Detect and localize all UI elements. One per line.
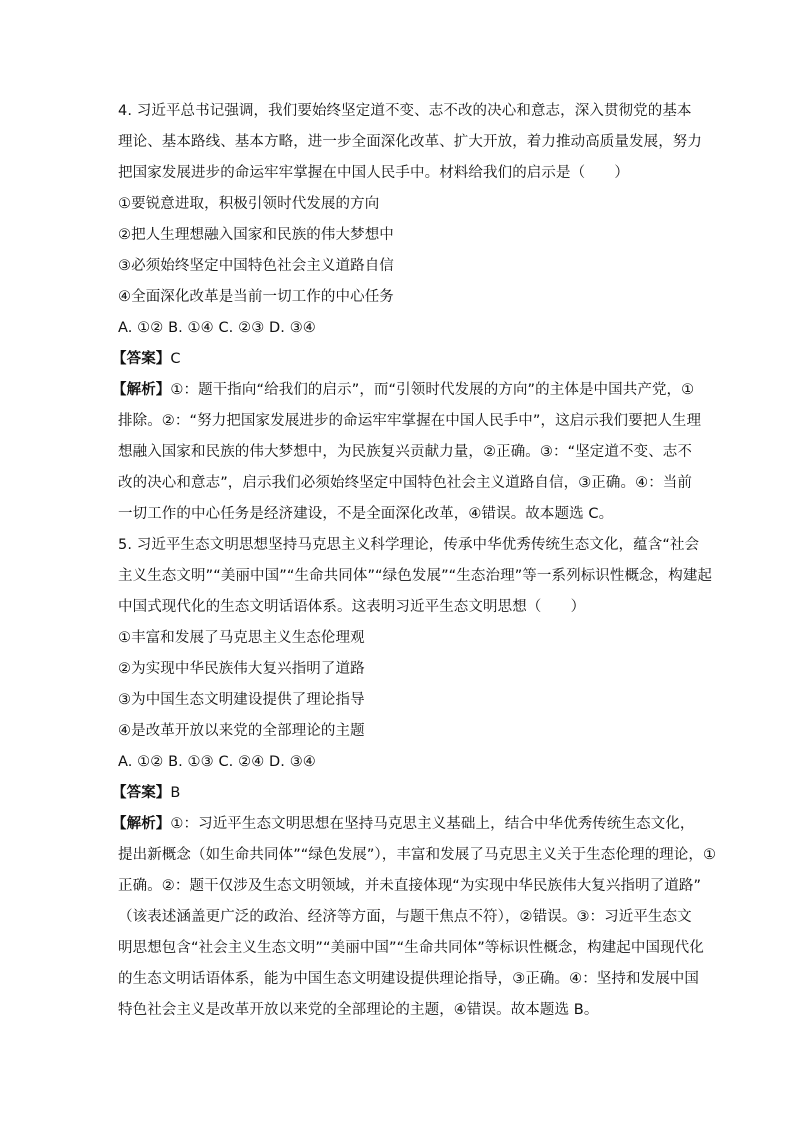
answer-value: B bbox=[170, 785, 181, 801]
question-stem-line: 4. 习近平总书记强调，我们要始终坚定道不变、志不改的决心和意志，深入贯彻党的基本 bbox=[118, 103, 692, 119]
analysis-line: 一切工作的中心任务是经济建设，不是全面深化改革，④错误。故本题选 C。 bbox=[118, 506, 614, 522]
option-line: ③必须始终坚定中国特色社会主义道路自信 bbox=[118, 258, 394, 274]
analysis-line: 正确。②：题干仅涉及生态文明领域，并未直接体现“为实现中华民族伟大复兴指明了道路” bbox=[118, 878, 702, 894]
option-line: ①要锐意进取，积极引领时代发展的方向 bbox=[118, 196, 380, 212]
option-line: ④是改革开放以来党的全部理论的主题 bbox=[118, 723, 365, 739]
question-stem-line: 把国家发展进步的命运牢牢掌握在中国人民手中。材料给我们的启示是（ ） bbox=[118, 165, 629, 181]
analysis-line bbox=[112, 375, 695, 406]
analysis-tag: 【解析】 bbox=[112, 816, 171, 832]
analysis-line: 改的决心和意志”，启示我们必须始终坚定中国特色社会主义道路自信，③正确。④：当前 bbox=[118, 475, 693, 491]
document-page bbox=[112, 96, 717, 1026]
answer-line bbox=[112, 344, 680, 375]
question-4 bbox=[112, 96, 702, 530]
answer-line bbox=[112, 778, 680, 809]
option-line: ②为实现中华民族伟大复兴指明了道路 bbox=[118, 661, 365, 677]
analysis-line bbox=[112, 809, 695, 840]
option-line: ④全面深化改革是当前一切工作的中心任务 bbox=[118, 289, 394, 305]
analysis-tag: 【解析】 bbox=[112, 382, 171, 398]
answer-choices: A. ①② B. ①④ C. ②③ D. ③④ bbox=[118, 320, 316, 336]
question-stem-line: 5. 习近平生态文明思想坚持马克思主义科学理论，传承中华优秀传统生态文化，蕴含“社会 bbox=[118, 537, 700, 553]
analysis-line: 的生态文明话语体系，能为中国生态文明建设提供理论指导，③正确。④：坚持和发展中国 bbox=[118, 971, 699, 987]
question-stem-line: 主义生态文明”“美丽中国”“生命共同体”“绿色发展”“生态治理”等一系列标识性概念，构建起 bbox=[118, 568, 713, 584]
analysis-line: 想融入国家和民族的伟大梦想中，为民族复兴贡献力量，②正确。③：“坚定道不变、志不 bbox=[118, 444, 693, 460]
question-stem-line: 理论、基本路线、基本方略，进一步全面深化改革、扩大开放，着力推动高质量发展，努力 bbox=[118, 134, 702, 150]
analysis-line: 特色社会主义是改革开放以来党的全部理论的主题，④错误。故本题选 B。 bbox=[118, 1002, 599, 1018]
question-stem-line: 中国式现代化的生态文明话语体系。这表明习近平生态文明思想（ ） bbox=[118, 599, 586, 615]
analysis-text: ①：习近平生态文明思想在坚持马克思主义基础上，结合中华优秀传统生态文化， bbox=[170, 816, 695, 832]
question-5 bbox=[112, 530, 717, 1026]
option-line: ②把人生理想融入国家和民族的伟大梦想中 bbox=[118, 227, 394, 243]
option-line: ③为中国生态文明建设提供了理论指导 bbox=[118, 692, 365, 708]
analysis-line: 提出新概念（如生命共同体”“绿色发展”），丰富和发展了马克思主义关于生态伦理的理论，① bbox=[118, 847, 717, 863]
option-line: ①丰富和发展了马克思主义生态伦理观 bbox=[118, 630, 365, 646]
analysis-line: （该表述涵盖更广泛的政治、经济等方面，与题干焦点不符），②错误。③：习近平生态文 bbox=[118, 909, 692, 925]
analysis-line: 明思想包含“社会主义生态文明”“美丽中国”“生命共同体”等标识性概念，构建起中国现代化 bbox=[118, 940, 704, 956]
answer-choices: A. ①② B. ①③ C. ②④ D. ③④ bbox=[118, 754, 316, 770]
answer-value: C bbox=[170, 351, 181, 367]
analysis-line: 排除。②：“努力把国家发展进步的命运牢牢掌握在中国人民手中”，这启示我们要把人生理 bbox=[118, 413, 702, 429]
answer-tag: 【答案】 bbox=[112, 785, 171, 801]
answer-tag: 【答案】 bbox=[112, 351, 171, 367]
analysis-text: ①：题干指向“给我们的启示”，而“引领时代发展的方向”的主体是中国共产党，① bbox=[170, 382, 695, 398]
